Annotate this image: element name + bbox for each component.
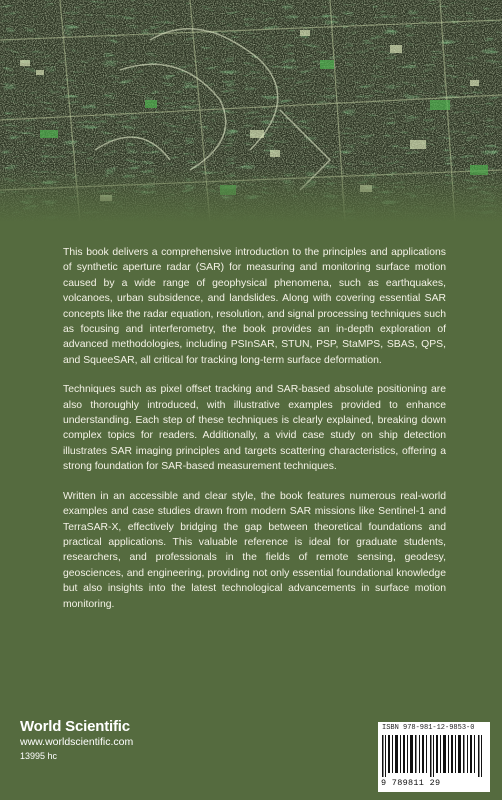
publisher-url: www.worldscientific.com	[20, 736, 134, 748]
barcode-icon	[382, 735, 486, 777]
isbn-barcode	[378, 722, 490, 792]
publisher-name: World Scientific	[20, 718, 130, 735]
publisher-block	[20, 718, 133, 763]
back-cover-blurb	[63, 245, 446, 626]
aerial-sar-icon	[0, 0, 502, 222]
blurb-paragraph-3: Written in an accessible and clear style, the book features numerous real-world examples and case studies drawn from modern SAR missions like Sentinel-1 and TerraSAR-X, effectively bridging the gap between theoretical foundations and practical applications. This valuable reference is ideal for graduate students, researchers, and professionals in the fields of remote sensing, geodesy, geosciences, and engineering, providing not only essential foundational knowledge but also insights into the latest technological advancements in surface motion monitoring.	[63, 490, 446, 610]
cover-sar-image	[0, 0, 502, 222]
blurb-paragraph-1: This book delivers a comprehensive introduction to the principles and applications of synthetic aperture radar (SAR) for measuring and monitoring surface motion caused by a wide range of geophysical phenomena, such as earthquakes, volcanoes, urban subsidence, and landslides. Along with covering essential SAR concepts like the radar equation, resolution, and signal processing techniques such as focusing and interferometry, the book provides an in-depth exploration of advanced methodologies, including PSInSAR, STUN, PSP, StaMPS, SBAS, QPS, and SqueeSAR, all critical for tracking long-term surface deformation.	[63, 247, 446, 366]
isbn-label: ISBN 978-981-12-9853-0	[382, 724, 475, 732]
blurb-paragraph-2: Techniques such as pixel offset tracking and SAR-based absolute positioning are also thoroughly introduced, with illustrative examples provided to enhance understanding. Each step of these techniques is clearly explained, breaking down complex topics for readers. Additionally, a vivid case study on ship detection illustrates SAR imaging principles and targets scattering characteristics, offering a strong foundation for SAR-based measurement techniques.	[63, 384, 446, 473]
isbn-digits: 9 789811 29	[381, 778, 441, 788]
publisher-code: 13995 hc	[20, 751, 58, 761]
